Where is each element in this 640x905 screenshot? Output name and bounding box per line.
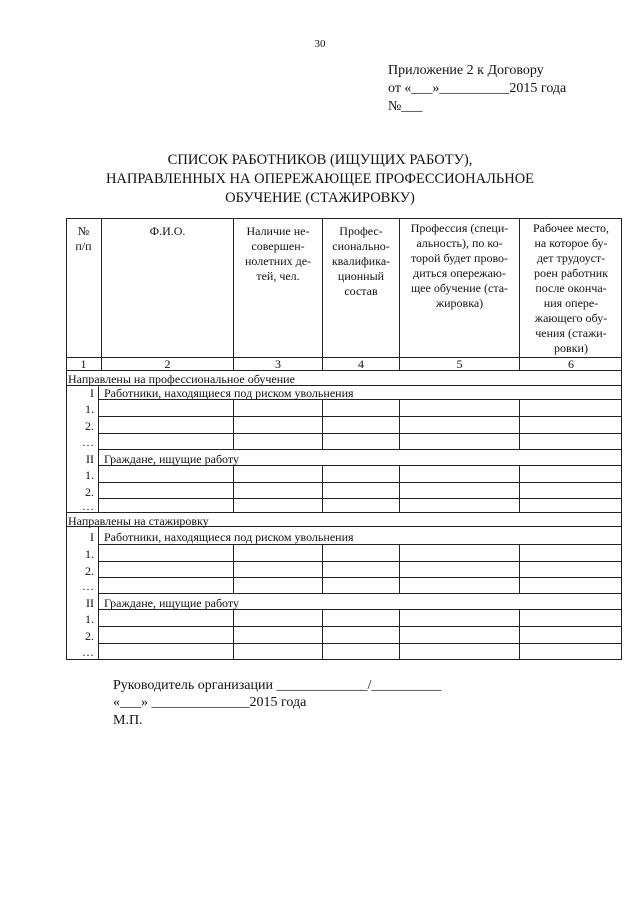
column-number-3: 3 [275,357,281,371]
signature-head: Руководитель организации _____________/__________ [113,678,442,693]
group-label-at-risk: Работники, находящиеся под риском увольнения [104,530,354,544]
row-index-1: 1. [85,547,94,561]
section-vocational-training: Направлены на профессиональное обучение [68,372,295,386]
row-index-more: … [82,435,94,449]
annex-line-3: №___ [388,99,423,114]
row-index-1: 1. [85,468,94,482]
header-col-workplace: Рабочее место, на которое бу- дет трудоуст- роен работник после оконча- ния опере- жающего обу- чения (стажи- ровки) [532,221,610,355]
title-line-2: НАПРАВЛЕННЫХ НА ОПЕРЕЖАЮЩЕЕ ПРОФЕССИОНАЛЬНОЕ [105,171,535,187]
row-index-more: … [82,499,94,513]
page-number: 30 [314,38,326,50]
title-line-1: СПИСОК РАБОТНИКОВ (ИЩУЩИХ РАБОТУ), [167,152,473,168]
row-index-1: 1. [85,612,94,626]
stamp-place: М.П. [113,713,143,728]
row-index-2: 2. [85,564,94,578]
workers-table [66,218,622,660]
group-label-job-seekers: Граждане, ищущие работу [104,596,239,610]
group-label-job-seekers: Граждане, ищущие работу [104,452,239,466]
group-roman-i: I [90,386,94,400]
row-index-1: 1. [85,402,94,416]
signature-date: «___» ______________2015 года [113,695,307,710]
header-col-children: Наличие не- совершен- нолетних де- тей, чел. [244,224,312,283]
header-col-qualification: Профес- сионально- квалифика- ционный состав [331,224,391,298]
column-number-2: 2 [164,357,171,371]
section-internship: Направлены на стажировку [68,514,209,528]
row-index-2: 2. [85,485,94,499]
column-number-4: 4 [358,357,364,371]
header-col-number: № п/п [75,224,92,253]
row-index-2: 2. [85,629,94,643]
row-index-more: … [82,579,94,593]
group-label-at-risk: Работники, находящиеся под риском увольнения [104,386,354,400]
header-col-fio: Ф.И.О. [149,224,186,238]
group-roman-ii: II [86,452,94,466]
annex-line-1: Приложение 2 к Договору [388,63,544,78]
row-index-2: 2. [85,419,94,433]
header-col-profession: Профессия (специ- альность), по ко- торой будет прово- диться опережаю- щее обучение (ста- жировка) [410,221,509,310]
title-line-3: ОБУЧЕНИЕ (СТАЖИРОВКУ) [225,190,415,206]
column-number-6: 6 [568,357,574,371]
column-number-5: 5 [456,357,463,371]
group-roman-ii: II [86,596,94,610]
group-roman-i: I [90,530,94,544]
row-index-more: … [82,645,94,659]
annex-line-2: от «___»__________2015 года [388,81,567,96]
column-number-1: 1 [80,357,87,371]
